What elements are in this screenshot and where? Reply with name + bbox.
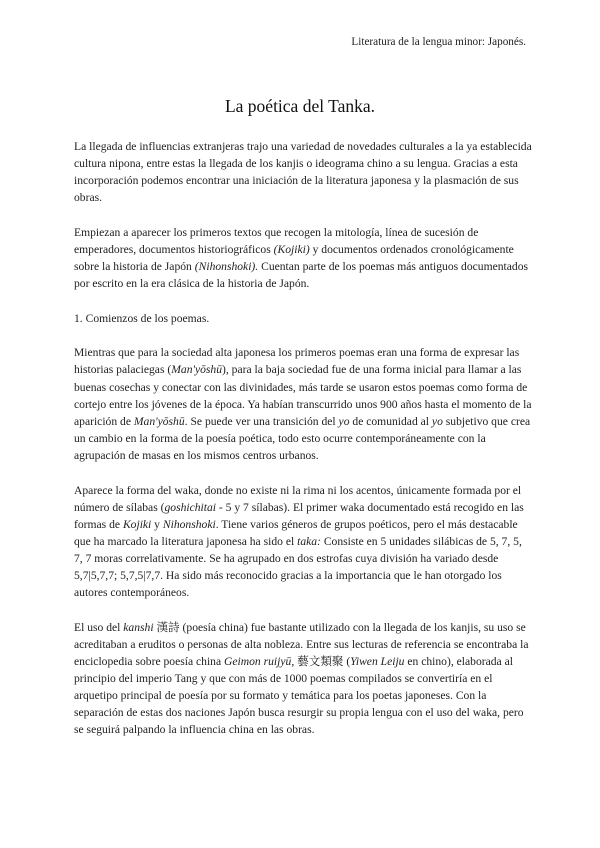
- page-title: La poética del Tanka.: [224, 96, 376, 116]
- section-heading: 1. Comienzos de los poemas.: [74, 311, 210, 325]
- paragraph-intro: La llegada de influencias extranjeras trajo una variedad de novedades culturales a la ya establecida cultura nipona, entre estas la llegada de los kanjis o ideograma chino a su lengua. Gracias a esta incorporación podemos encontrar una iniciación de la literatura japonesa y la plasmación de sus obras.: [74, 140, 532, 205]
- paragraph-kanshi: El uso del kanshi 漢詩 (poesía china) fue bastante utilizado con la llegada de los kanjis, su uso se acreditaban a eruditos o personas de alta nobleza. Entre sus lecturas de referencia se encontraba la enciclopedia sobre poesía china Geimon ruijyū, 藝文類聚 (Yiwen Leiju en chino), elaborada al principio del imperio Tang y que con más de 1000 poemas compilados se convertiría en el arquetipo principal de poesía por su formato y temática para los poetas japoneses. Con la separación de estas dos naciones Japón busca resurgir su propia lengua con el uso del waka, pero se seguirá palpando la influencia china en las obras.: [74, 620, 529, 737]
- document-body: [74, 138, 532, 756]
- paragraph-waka: Aparece la forma del waka, donde no existe ni la rima ni los acentos, únicamente formada por el número de sílabas (goshichitai - 5 y 7 sílabas). El primer waka documentado está recogido en las formas de Kojiki y Nihonshoki. Tiene varios géneros de grupos poéticos, pero el más destacable que ha marcado la literatura japonesa ha sido el taka: Consiste en 5 unidades silábicas de 5, 7, 5, 7, 7 moras correlativamente. Se ha agrupado en dos estrofas cuya división ha variado desde 5,7|5,7,7; 5,7,5|7,7. Ha sido más reconocido gracias a la importancia que le han otorgado los autores contemporáneos.: [74, 483, 524, 600]
- running-header: Literatura de la lengua minor: Japonés.: [351, 36, 526, 48]
- paragraph-early-texts: Empiezan a aparecer los primeros textos que recogen la mitología, línea de sucesión de emperadores, documentos historiográficos (Kojiki) y documentos ordenados cronológicamente sobre la historia de Japón (Nihonshoki). Cuentan parte de los poemas más antiguos documentados por escrito en la era clásica de la historia de Japón.: [74, 225, 529, 291]
- paragraph-manyoshu: Mientras que para la sociedad alta japonesa los primeros poemas eran una forma de expresar las historias palaciegas (Man'yōshū), para la baja sociedad fue de una forma inicial para llamar a las buenas cosechas y conectar con las divinidades, más tarde se usaron estos poemas como forma de cortejo entre los jóvenes de la época. Ya habían transcurrido unos 900 años hasta el momento de la aparición de Man'yōshū. Se puede ver una transición del yo de comunidad al yo subjetivo que crea un cambio en la forma de la poesía poética, todo esto ocurre contemporáneamente con la agrupación de masas en los mismos centros urbanos.: [74, 346, 532, 462]
